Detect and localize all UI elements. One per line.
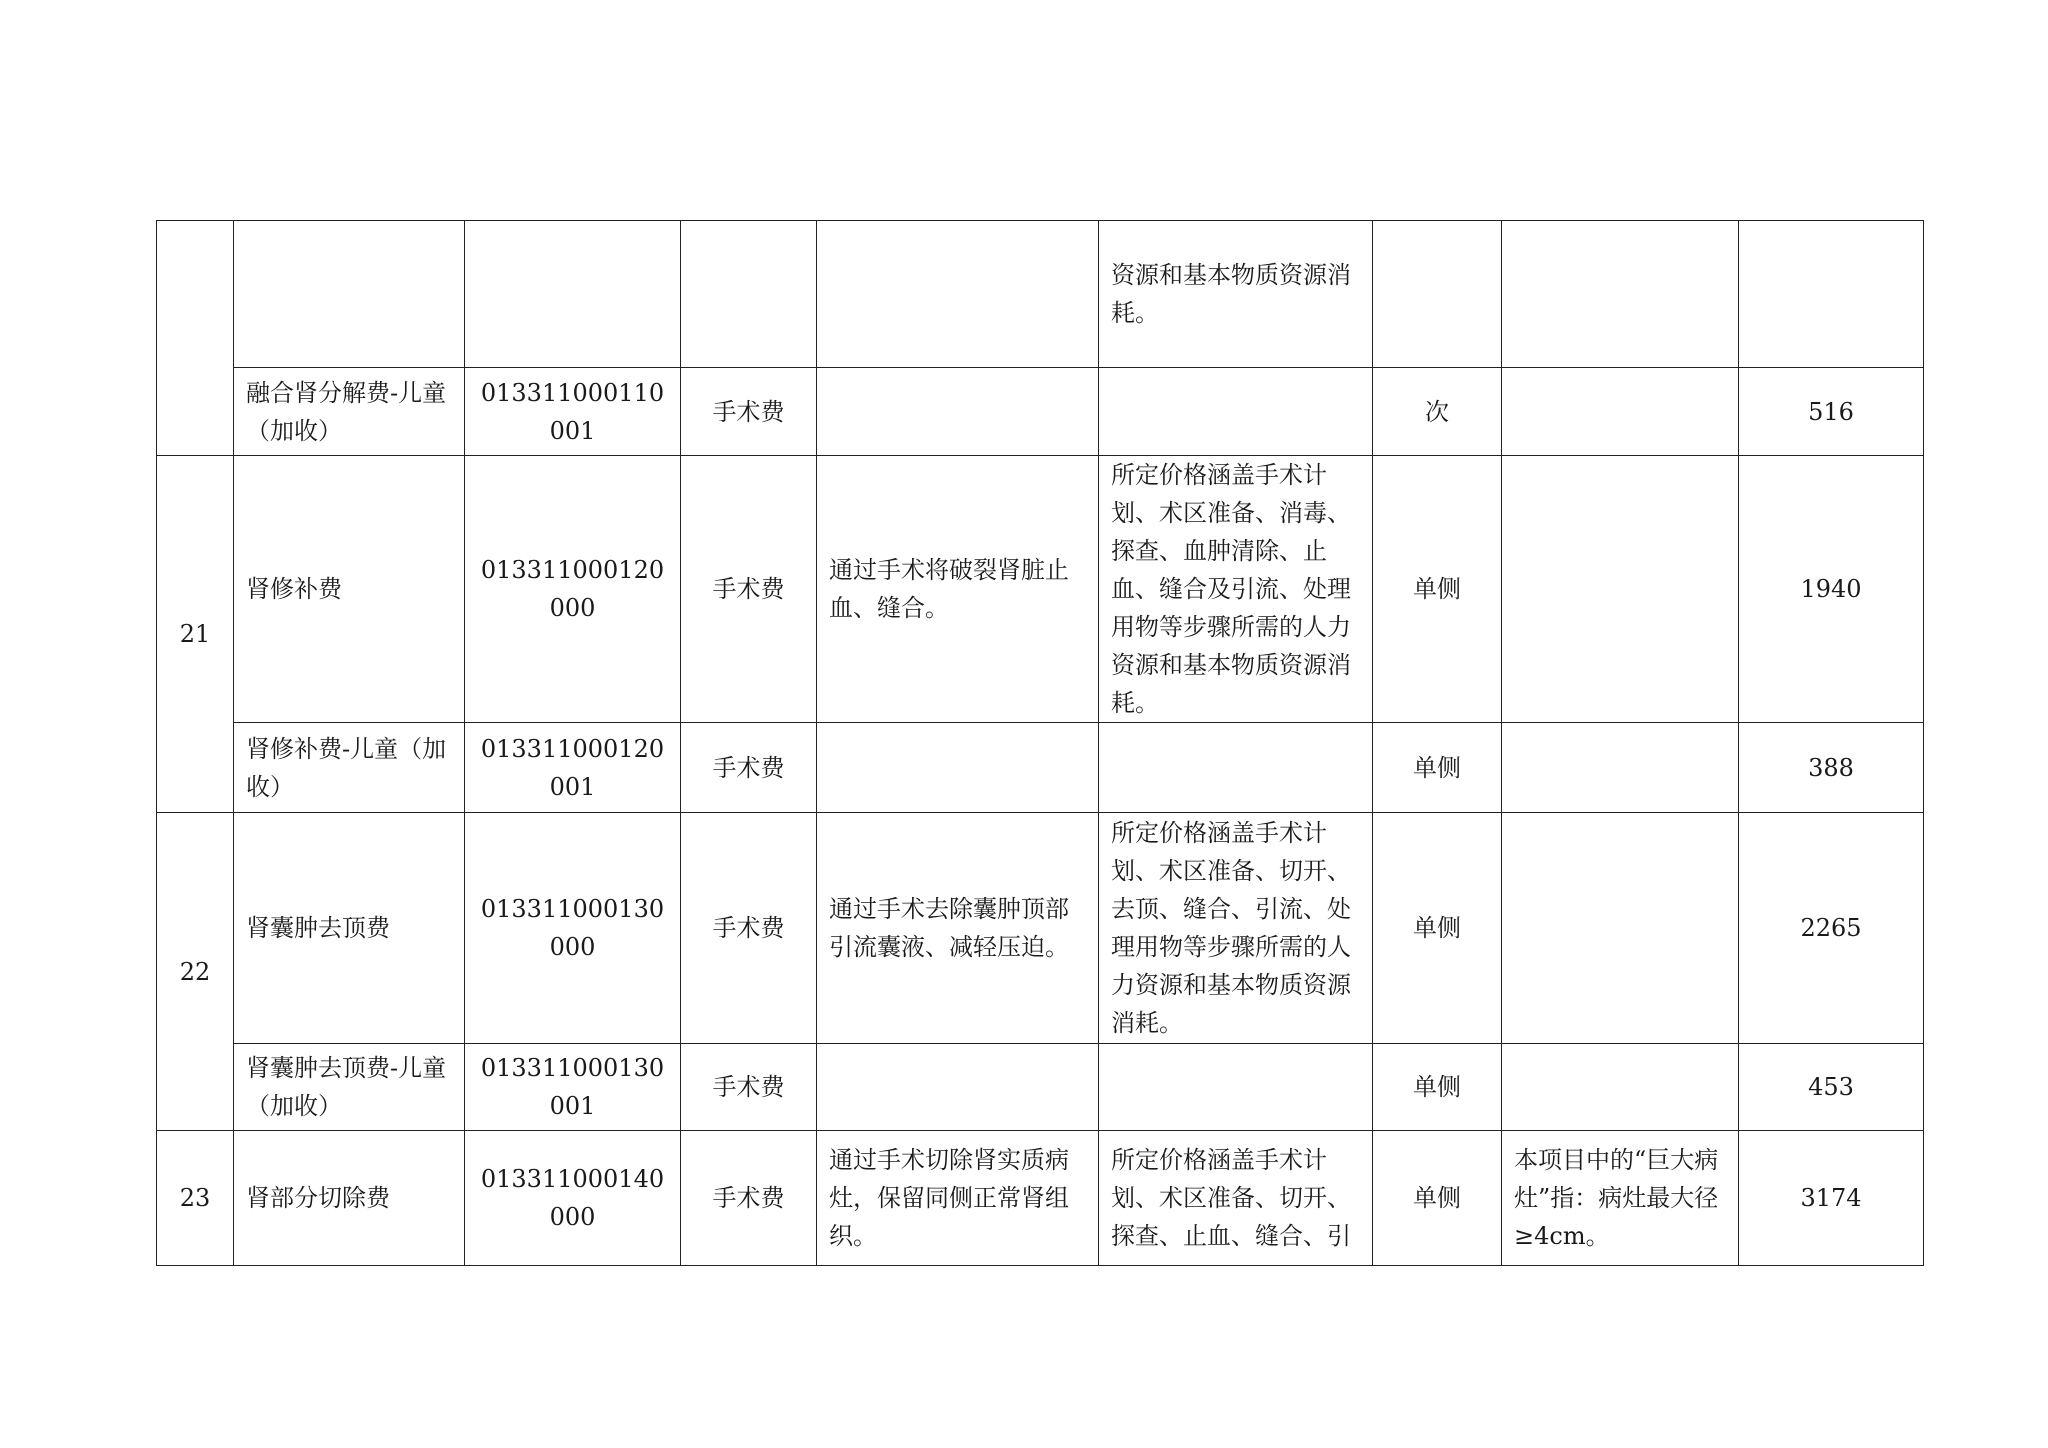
content-text: 所定价格涵盖手术计划、术区准备、切开、探查、止血、缝合、引 <box>1111 1146 1351 1250</box>
connotation-cell <box>817 221 1099 368</box>
code-text: 013311000120000 <box>480 556 665 622</box>
note-cell <box>1502 1044 1739 1131</box>
category-cell <box>681 723 817 813</box>
seq-cell <box>157 813 234 1131</box>
category-text: 手术费 <box>712 753 785 782</box>
category-text: 手术费 <box>712 1073 785 1101</box>
unit-cell <box>1373 456 1502 723</box>
category-text: 手术费 <box>712 397 785 426</box>
seq-cell <box>157 1131 234 1266</box>
price-text: 2265 <box>1800 914 1862 942</box>
table-row <box>157 368 1924 456</box>
name-cell <box>234 456 465 723</box>
content-cell <box>1099 1044 1373 1131</box>
code-text: 013311000120001 <box>480 734 665 801</box>
content-cell <box>1099 1131 1373 1266</box>
content-cell <box>1099 813 1373 1044</box>
price-cell <box>1739 723 1924 813</box>
price-text: 1940 <box>1800 575 1862 603</box>
content-text: 所定价格涵盖手术计划、术区准备、消毒、探查、血肿清除、止血、缝合及引流、处理用物等步骤所需的人力资源和基本物质资源消耗。 <box>1111 461 1351 717</box>
code-cell <box>465 813 681 1044</box>
connotation-cell <box>817 368 1099 456</box>
category-text: 手术费 <box>712 914 785 942</box>
content-cell <box>1099 368 1373 456</box>
name-text: 肾囊肿去顶费 <box>246 914 390 942</box>
price-text: 453 <box>1808 1073 1854 1101</box>
price-cell <box>1739 368 1924 456</box>
unit-cell <box>1373 723 1502 813</box>
code-text: 013311000130001 <box>480 1054 665 1120</box>
name-text: 肾修补费 <box>246 575 342 603</box>
category-cell <box>681 813 817 1044</box>
price-cell <box>1739 1044 1924 1131</box>
seq-text: 21 <box>179 620 211 648</box>
unit-text: 单侧 <box>1413 1073 1461 1101</box>
category-text: 手术费 <box>712 575 785 603</box>
seq-cell <box>157 456 234 813</box>
unit-text: 次 <box>1425 397 1449 426</box>
price-cell <box>1739 813 1924 1044</box>
code-text: 013311000130000 <box>480 895 665 961</box>
unit-text: 单侧 <box>1413 914 1461 942</box>
name-cell <box>234 813 465 1044</box>
unit-text: 单侧 <box>1413 1184 1461 1212</box>
table-row <box>157 221 1924 368</box>
content-text: 资源和基本物质资源消耗。 <box>1111 261 1351 327</box>
category-cell <box>681 1044 817 1131</box>
name-cell <box>234 723 465 813</box>
content-cell <box>1099 723 1373 813</box>
connotation-cell <box>817 1131 1099 1266</box>
code-cell <box>465 221 681 368</box>
table-row <box>157 1044 1924 1131</box>
note-cell <box>1502 1131 1739 1266</box>
name-text: 肾囊肿去顶费-儿童（加收） <box>246 1054 447 1120</box>
code-cell <box>465 1044 681 1131</box>
content-cell <box>1099 221 1373 368</box>
content-text: 所定价格涵盖手术计划、术区准备、切开、去顶、缝合、引流、处理用物等步骤所需的人力资源和基本物质资源消耗。 <box>1111 819 1351 1037</box>
name-text: 融合肾分解费-儿童（加收） <box>246 378 447 445</box>
unit-cell <box>1373 221 1502 368</box>
seq-text: 22 <box>179 957 211 986</box>
unit-text: 单侧 <box>1413 575 1461 603</box>
note-cell <box>1502 723 1739 813</box>
unit-text: 单侧 <box>1413 753 1461 782</box>
connotation-cell <box>817 813 1099 1044</box>
name-cell <box>234 1131 465 1266</box>
code-cell <box>465 723 681 813</box>
price-cell <box>1739 221 1924 368</box>
price-cell <box>1739 1131 1924 1266</box>
note-cell <box>1502 368 1739 456</box>
unit-cell <box>1373 1131 1502 1266</box>
unit-cell <box>1373 368 1502 456</box>
code-text: 013311000110001 <box>480 378 665 445</box>
code-cell <box>465 456 681 723</box>
table-row <box>157 723 1924 813</box>
price-text: 516 <box>1808 397 1854 426</box>
code-cell <box>465 368 681 456</box>
note-cell <box>1502 456 1739 723</box>
connotation-text: 通过手术切除肾实质病灶，保留同侧正常肾组织。 <box>829 1146 1069 1250</box>
price-text: 3174 <box>1800 1184 1862 1212</box>
seq-text: 23 <box>179 1184 211 1212</box>
content-cell <box>1099 456 1373 723</box>
connotation-cell <box>817 1044 1099 1131</box>
category-cell <box>681 456 817 723</box>
name-text: 肾修补费-儿童（加收） <box>246 734 447 801</box>
name-text: 肾部分切除费 <box>246 1184 390 1212</box>
price-table <box>156 220 1924 1266</box>
connotation-text: 通过手术去除囊肿顶部引流囊液、减轻压迫。 <box>829 895 1069 961</box>
note-text: 本项目中的“巨大病灶”指：病灶最大径≥4cm。 <box>1514 1146 1719 1250</box>
connotation-cell <box>817 456 1099 723</box>
category-cell <box>681 221 817 368</box>
unit-cell <box>1373 1044 1502 1131</box>
code-text: 013311000140000 <box>480 1165 665 1231</box>
category-text: 手术费 <box>712 1184 785 1212</box>
price-text: 388 <box>1808 753 1854 782</box>
note-cell <box>1502 221 1739 368</box>
table-row <box>157 813 1924 1044</box>
seq-cell <box>157 221 234 456</box>
table-row <box>157 456 1924 723</box>
connotation-cell <box>817 723 1099 813</box>
category-cell <box>681 368 817 456</box>
category-cell <box>681 1131 817 1266</box>
code-cell <box>465 1131 681 1266</box>
note-cell <box>1502 813 1739 1044</box>
name-cell <box>234 368 465 456</box>
connotation-text: 通过手术将破裂肾脏止血、缝合。 <box>829 556 1069 622</box>
price-cell <box>1739 456 1924 723</box>
name-cell <box>234 221 465 368</box>
name-cell <box>234 1044 465 1131</box>
table-row <box>157 1131 1924 1266</box>
unit-cell <box>1373 813 1502 1044</box>
